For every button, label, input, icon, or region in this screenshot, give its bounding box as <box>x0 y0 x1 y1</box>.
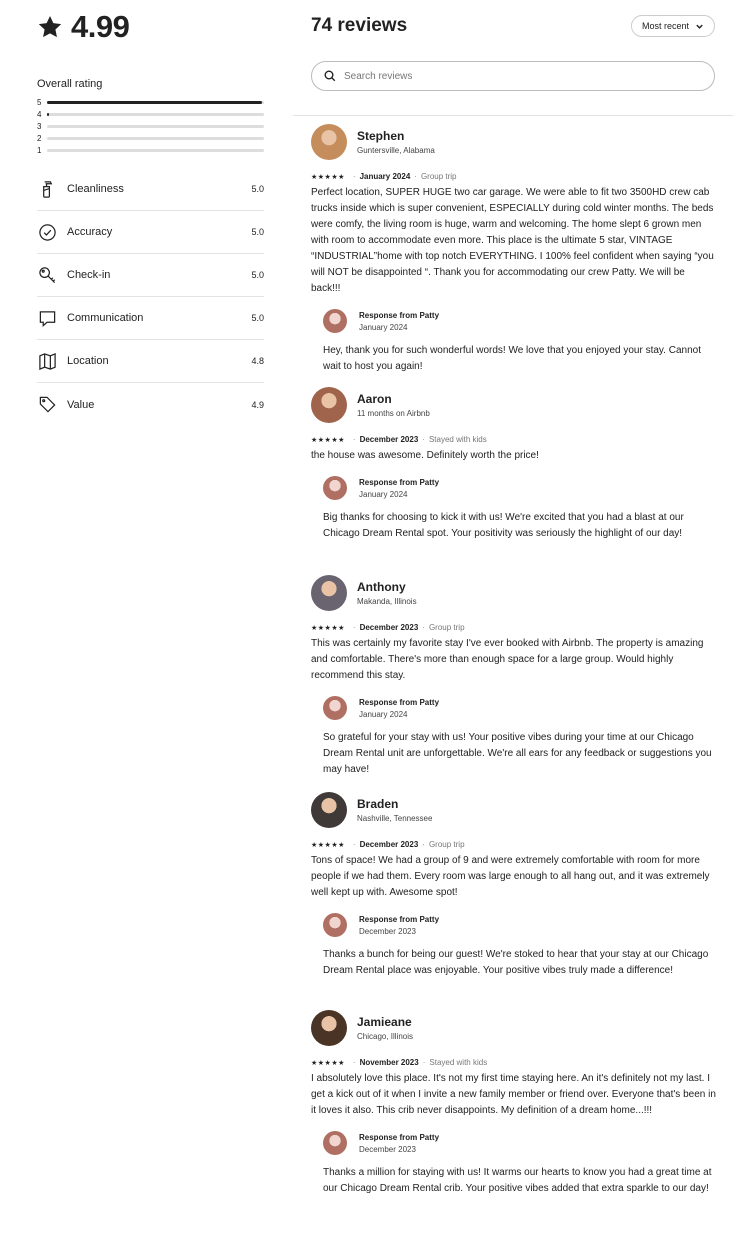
distribution-label: 2 <box>37 133 42 143</box>
category-check-in <box>37 254 264 297</box>
reviews-header <box>293 0 733 52</box>
rating-distribution <box>37 96 264 156</box>
overall-rating <box>37 2 264 52</box>
review-meta <box>311 623 716 632</box>
trip-type: Group trip <box>428 840 465 849</box>
avatar[interactable] <box>311 1010 347 1046</box>
response-title: Response from Patty <box>359 914 440 924</box>
response-header <box>323 309 716 333</box>
response-date: January 2024 <box>359 489 408 499</box>
review-item <box>311 387 716 542</box>
review-date: December 2023 <box>359 435 419 444</box>
review-text: the house was awesome. Definitely worth the price! <box>311 450 539 461</box>
review-date: December 2023 <box>359 623 419 632</box>
distribution-fill <box>47 113 49 116</box>
separator-dot: · <box>414 172 417 181</box>
host-response <box>323 309 716 375</box>
category-communication <box>37 297 264 340</box>
distribution-label: 5 <box>37 97 42 107</box>
review-date: January 2024 <box>359 172 411 181</box>
separator-dot: · <box>422 1058 426 1067</box>
map-icon <box>37 351 57 371</box>
response-title: Response from Patty <box>359 477 440 487</box>
distribution-row <box>37 132 264 144</box>
review-text: Perfect location, SUPER HUGE two car garage. We were able to fit two 3500HD crew cab trucks inside which is super convenient, ESPECIALLY during cold winter months. The beds were comfy, the living room is huge, warm and welcoming. The home slept 6 grown men with room to accommodate even more. This place is the ultimate 5 star, VINTAGE “INDUSTRIAL”home with top notch EVERYTHING. I 100% feel confident when saying “you will NOT be disappointed “. Thank you for accommodating our crew Patty. We will be back!!! <box>311 187 714 294</box>
response-header <box>323 1131 716 1155</box>
reviewer-name[interactable]: Aaron <box>357 392 392 406</box>
reviewer-name[interactable]: Stephen <box>357 129 405 143</box>
response-header <box>323 913 716 937</box>
review-stars: ★★★★★ <box>311 841 345 849</box>
review-text: I absolutely love this place. It's not my first time staying here. An it's definitely not my last. I get a kick out of it when I invite a new family member or friend over. Everyone that's been in it loves it also. This crib never disappoints. My definition of a dream home...!!! <box>311 1073 716 1116</box>
reviewer-subtitle: 11 months on Airbnb <box>357 409 430 418</box>
key-icon <box>37 265 57 285</box>
reviewer <box>311 792 716 828</box>
reviewer-subtitle: Chicago, Illinois <box>357 1032 414 1041</box>
review-stars: ★★★★★ <box>311 624 345 632</box>
header-divider <box>293 115 733 116</box>
review-stars: ★★★★★ <box>311 173 345 181</box>
response-date: January 2024 <box>359 322 408 332</box>
distribution-row <box>37 96 264 108</box>
category-value <box>37 383 264 426</box>
distribution-label: 4 <box>37 109 42 119</box>
rating-summary <box>37 0 264 426</box>
review-stars: ★★★★★ <box>311 1059 345 1067</box>
reviewer-subtitle: Guntersville, Alabama <box>357 146 435 155</box>
separator-dot: · <box>352 1058 356 1067</box>
category-location <box>37 340 264 383</box>
distribution-label: 3 <box>37 121 42 131</box>
host-response <box>323 913 716 979</box>
category-score: 5.0 <box>251 313 264 323</box>
review-meta <box>311 435 716 444</box>
review-stars: ★★★★★ <box>311 436 345 444</box>
review-meta <box>311 172 716 181</box>
category-accuracy <box>37 211 264 254</box>
reviews-count: 74 reviews <box>311 15 408 36</box>
reviewer-name[interactable]: Anthony <box>357 580 406 594</box>
distribution-row <box>37 120 264 132</box>
avatar[interactable] <box>311 575 347 611</box>
response-text: Thanks a million for staying with us! It warms our hearts to know you had a great time at our Chicago Dream Rental crib. Your positive vibes added that extra sparkle to our day! <box>323 1167 712 1194</box>
search-input[interactable] <box>344 71 702 82</box>
reviewer-subtitle: Nashville, Tennessee <box>357 814 433 823</box>
avatar[interactable] <box>311 124 347 160</box>
response-text: So grateful for your stay with us! Your positive vibes during your time at our Chicago Dream Rental unit are unforgettable. We're all ears for any feedback or suggestions you may have! <box>323 732 712 775</box>
distribution-bar <box>47 125 264 128</box>
trip-type: Group trip <box>428 623 465 632</box>
host-response <box>323 476 716 542</box>
separator-dot: · <box>422 840 425 849</box>
category-label: Check-in <box>67 269 111 281</box>
host-response <box>323 1131 716 1197</box>
avatar[interactable] <box>311 387 347 423</box>
review-text: This was certainly my favorite stay I've ever booked with Airbnb. The property is amazing and comfortable. There's more than enough space for a large group. Would highly recommend this stay. <box>311 638 704 681</box>
star-icon <box>37 14 63 40</box>
separator-dot: · <box>422 435 425 444</box>
category-cleanliness <box>37 168 264 211</box>
response-title: Response from Patty <box>359 697 440 707</box>
review-item <box>311 124 716 375</box>
category-score: 4.9 <box>251 399 264 410</box>
overall-rating-value: 4.99 <box>71 9 130 44</box>
category-score: 5.0 <box>251 184 264 194</box>
distribution-bar <box>47 149 264 152</box>
host-avatar[interactable] <box>323 309 347 333</box>
host-avatar[interactable] <box>323 1131 347 1155</box>
review-item <box>311 792 716 979</box>
separator-dot: · <box>422 623 425 632</box>
trip-type: Stayed with kids <box>429 1058 488 1067</box>
separator-dot: · <box>352 172 356 181</box>
category-score: 5.0 <box>251 270 264 280</box>
reviewer <box>311 575 716 611</box>
distribution-fill <box>47 101 262 104</box>
reviewer-subtitle: Makanda, Illinois <box>357 597 417 606</box>
sort-label: Most recent <box>641 21 689 31</box>
separator-dot: · <box>352 840 356 849</box>
reviewer <box>311 124 716 160</box>
response-header <box>323 476 716 500</box>
reviews-panel <box>293 0 733 1194</box>
reviewer-name[interactable]: Braden <box>357 797 399 811</box>
reviewer-name[interactable]: Jamieane <box>357 1015 412 1029</box>
sort-dropdown[interactable] <box>631 15 715 37</box>
response-header <box>323 696 716 720</box>
host-avatar[interactable] <box>323 913 347 937</box>
search-box[interactable] <box>311 61 715 91</box>
category-score: 4.8 <box>251 356 264 366</box>
host-avatar[interactable] <box>323 476 347 500</box>
review-item <box>311 1010 716 1197</box>
host-avatar[interactable] <box>323 696 347 720</box>
review-meta <box>311 840 716 849</box>
category-score: 5.0 <box>251 227 264 237</box>
distribution-bar <box>47 113 264 116</box>
spray-bottle-icon <box>37 179 57 199</box>
review-meta <box>311 1058 716 1067</box>
response-text: Big thanks for choosing to kick it with us! We're excited that you had a blast at our Chicago Dream Rental spot. Your positivity was seriously the highlight of our day! <box>323 512 684 539</box>
search-icon <box>324 70 336 82</box>
distribution-bar <box>47 137 264 140</box>
response-date: December 2023 <box>359 1144 416 1154</box>
response-title: Response from Patty <box>359 1132 440 1142</box>
overall-rating-title: Overall rating <box>37 78 103 90</box>
trip-type: Stayed with kids <box>428 435 487 444</box>
response-text: Thanks a bunch for being our guest! We're stoked to hear that your stay at our Chicago Dream Rental place was enjoyable. Your positive vibes truly made a difference! <box>323 949 709 976</box>
distribution-label: 1 <box>37 145 42 155</box>
review-date: November 2023 <box>359 1058 419 1067</box>
reviewer <box>311 387 716 423</box>
tag-icon <box>37 395 57 415</box>
category-label: Location <box>67 355 109 367</box>
review-date: December 2023 <box>359 840 419 849</box>
avatar[interactable] <box>311 792 347 828</box>
distribution-row <box>37 108 264 120</box>
response-title: Response from Patty <box>359 310 440 320</box>
category-label: Accuracy <box>67 226 113 238</box>
trip-type: Group trip <box>420 172 457 181</box>
chat-bubble-icon <box>37 308 57 328</box>
review-item <box>311 575 716 778</box>
review-text: Tons of space! We had a group of 9 and were extremely comfortable with room for more people if we had them. Every room was large enough to all hang out, and it was extremely well kept up with. Awesome spot! <box>311 855 710 898</box>
distribution-row <box>37 144 264 156</box>
response-text: Hey, thank you for such wonderful words! We love that you enjoyed your stay. Cannot wait to host you again! <box>323 345 701 372</box>
separator-dot: · <box>352 435 356 444</box>
reviewer <box>311 1010 716 1046</box>
category-label: Cleanliness <box>67 183 124 195</box>
check-circle-icon <box>37 222 57 242</box>
category-ratings <box>37 168 264 426</box>
category-label: Communication <box>67 312 144 324</box>
response-date: January 2024 <box>359 709 408 719</box>
response-date: December 2023 <box>359 926 416 936</box>
category-label: Value <box>67 398 95 411</box>
chevron-down-icon <box>695 22 704 31</box>
host-response <box>323 696 716 778</box>
separator-dot: · <box>352 623 356 632</box>
distribution-bar <box>47 101 264 104</box>
